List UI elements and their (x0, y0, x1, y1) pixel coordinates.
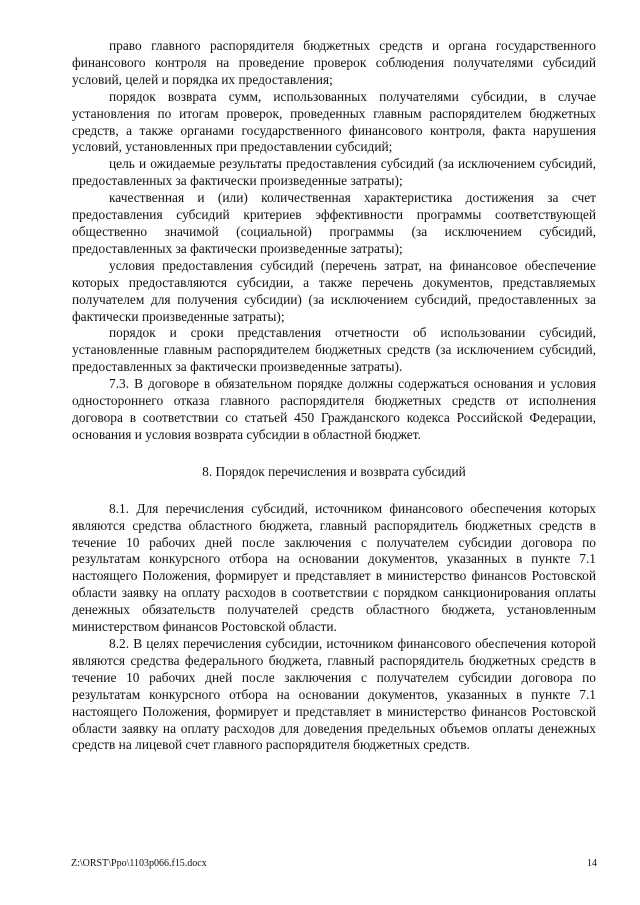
paragraph-8-1: 8.1. Для перечисления субсидий, источником финансового обеспечения которых являются средства областного бюджета, главный распорядитель бюджетных средств в течение 10 рабочих дней после заключения с получателем субсидии договора по результатам конкурсного отбора на основании документов, указанных в пункте 7.1 настоящего Положения, формирует и представляет в министерство финансов Ростовской области заявку на оплату расходов в соответствии с порядком санкционирования оплаты денежных обязательств получателей средств областного бюджета, установленным министерством финансов Ростовской области. (72, 500, 596, 635)
section-heading: 8. Порядок перечисления и возврата субсидий (202, 463, 466, 479)
paragraph-refund-procedure: порядок возврата сумм, использованных получателями субсидии, в случае установления по итогам проверок, проведенных главным распорядителем бюджетных средств, а также органами государственного финансового контроля, факта нарушения условий, установленных при предоставлении субсидий; (72, 88, 596, 155)
footer-file-path: Z:\ORST\Ppo\1103p066.f15.docx (71, 858, 207, 869)
paragraph-inspection-rights: право главного распорядителя бюджетных средств и органа государственного финансового контроля на проведение проверок соблюдения получателями субсидий условий, целей и порядка их предоставления; (72, 38, 596, 87)
paragraph-7-3: 7.3. В договоре в обязательном порядке должны содержаться основания и условия одностороннего отказа главного распорядителя бюджетных средств от исполнения договора в соответствии со статьей 450 Гражданского кодекса Российской Федерации, основания и условия возврата субсидии в областной бюджет. (72, 376, 596, 442)
paragraph-goals-results: цель и ожидаемые результаты предоставления субсидий (за исключением субсидий, предоставленных за фактически произведенные затраты); (72, 156, 596, 189)
paragraph-provision-conditions: условия предоставления субсидий (перечень затрат, на финансовое обеспечение которых предоставляются субсидии, а также перечень документов, представляемых получателем для получения субсидии) (за исключением субсидий, предоставленных за фактически произведенные затраты); (72, 257, 596, 324)
paragraph-8-2: 8.2. В целях перечисления субсидии, источником финансового обеспечения которой являются средства федерального бюджета, главный распорядитель бюджетных средств в течение 10 рабочих дней после заключения с получателем субсидии договора по результатам конкурсного отбора на основании документов, указанных в пункте 7.1 настоящего Положения, формирует и представляет в министерство финансов Ростовской области заявку на оплату расходов для доведения предельных объемов оплаты денежных средств на лицевой счет главного распорядителя бюджетных средств. (72, 636, 596, 753)
footer-page-number: 14 (587, 858, 597, 869)
paragraph-reporting-procedure: порядок и сроки представления отчетности об использовании субсидий, установленные главным распорядителем бюджетных средств (за исключением субсидий, предоставленных за фактически произведенные затраты). (72, 325, 596, 375)
document-page (72, 38, 596, 754)
paragraph-quality-characteristics: качественная и (или) количественная характеристика достижения за счет предоставления субсидий критериев эффективности программы соответствующей общественно значимой (социальной) программы (за исключением субсидий, предоставленных за фактически произведенные затраты); (72, 190, 596, 256)
